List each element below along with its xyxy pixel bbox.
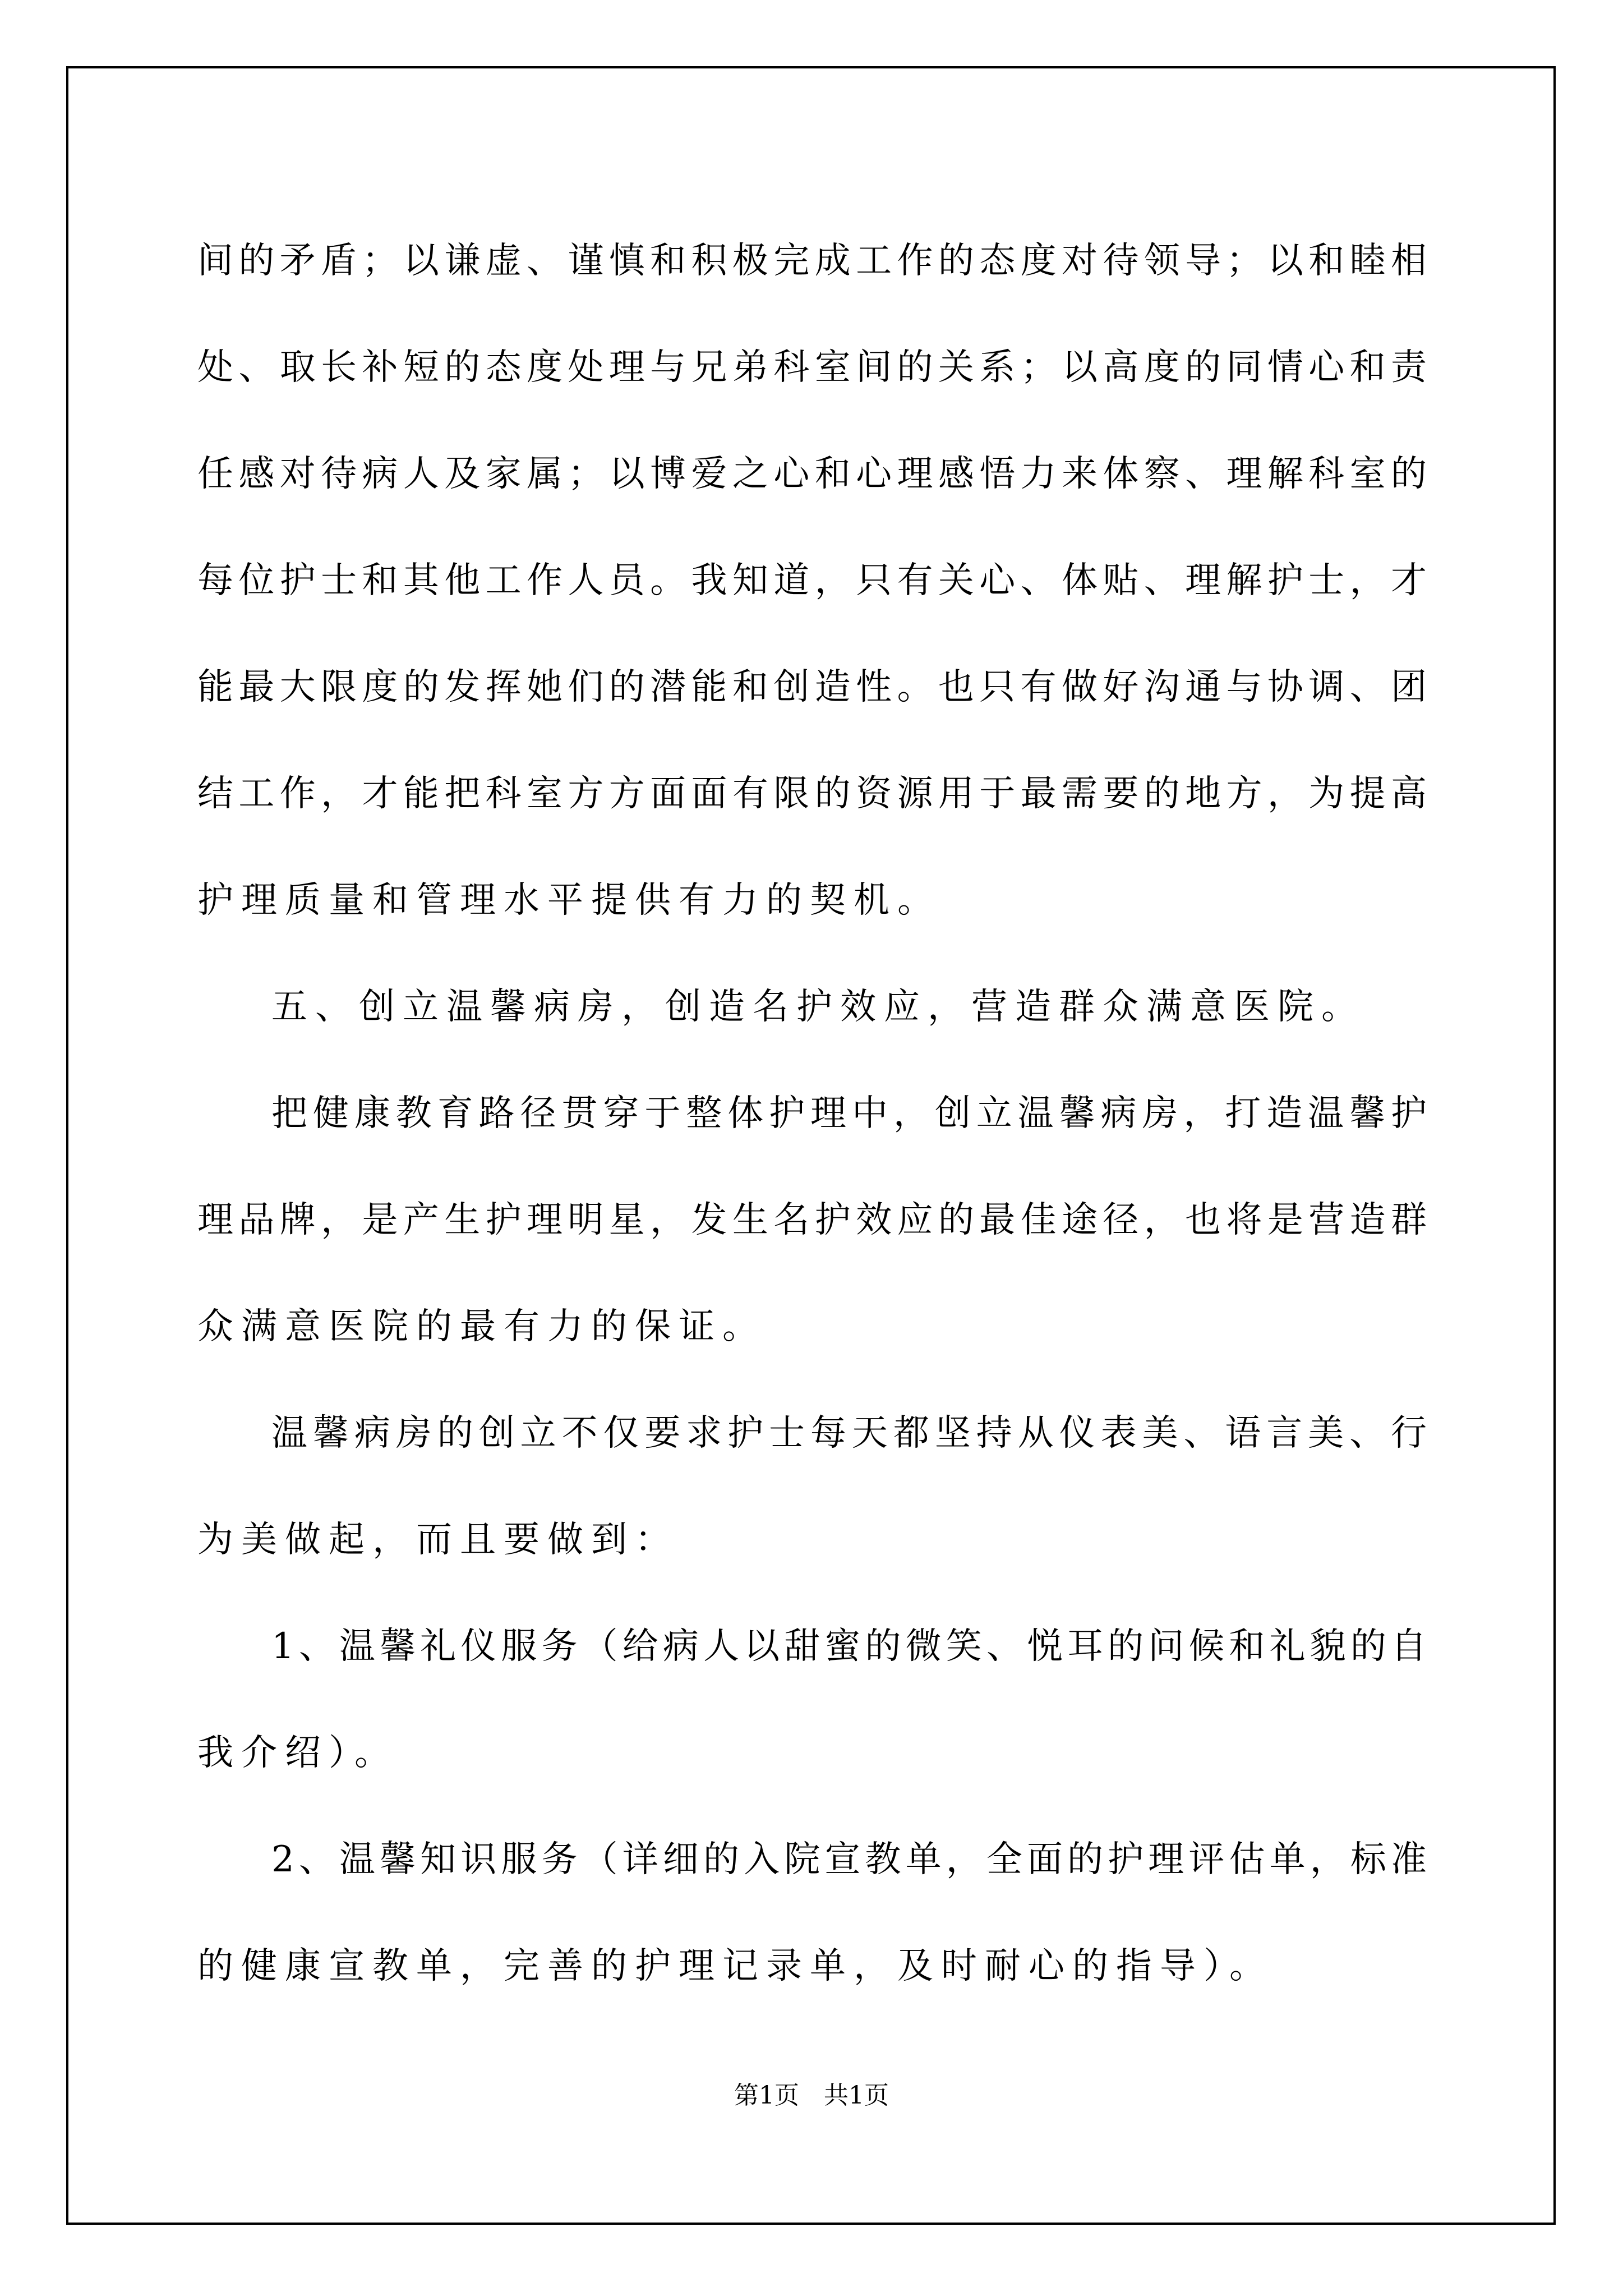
list-item: 2、温馨知识服务（详细的入院宣教单，全面的护理评估单，标准 (271, 1839, 1427, 1880)
text-line: 每位护士和其他工作人员。我知道，只有关心、体贴、理解护士，才 (197, 560, 1427, 601)
text-line: 间的矛盾；以谦虚、谨慎和积极完成工作的态度对待领导；以和睦相 (197, 240, 1427, 282)
section-heading: 五、创立温馨病房，创造名护效应，营造群众满意医院。 (271, 986, 1365, 1028)
page-total: 共1页 (824, 2081, 889, 2110)
text-line: 把健康教育路径贯穿于整体护理中，创立温馨病房，打造温馨护 (271, 1093, 1427, 1134)
document-body (197, 208, 1427, 2019)
text-line: 的健康宣教单，完善的护理记录单，及时耐心的指导）。 (197, 1945, 1273, 1987)
text-line: 结工作，才能把科室方方面面有限的资源用于最需要的地方，为提高 (197, 773, 1427, 815)
text-line: 处、取长补短的态度处理与兄弟科室间的关系；以高度的同情心和责 (197, 347, 1427, 388)
list-item: 1、温馨礼仪服务（给病人以甜蜜的微笑、悦耳的问候和礼貌的自 (271, 1626, 1427, 1667)
text-line: 我介绍）。 (197, 1732, 398, 1774)
text-line: 为美做起，而且要做到： (197, 1519, 679, 1561)
text-line: 任感对待病人及家属；以博爱之心和心理感悟力来体察、理解科室的 (197, 453, 1427, 495)
text-line: 温馨病房的创立不仅要求护士每天都坚持从仪表美、语言美、行 (271, 1412, 1427, 1454)
page-footer (0, 2079, 1623, 2113)
text-line: 众满意医院的最有力的保证。 (197, 1306, 766, 1347)
text-line: 理品牌，是产生护理明星，发生名护效应的最佳途径，也将是营造群 (197, 1199, 1427, 1241)
text-line: 能最大限度的发挥她们的潜能和创造性。也只有做好沟通与协调、团 (197, 666, 1427, 708)
text-line: 护理质量和管理水平提供有力的契机。 (197, 880, 941, 921)
page-number: 第1页 (734, 2081, 799, 2110)
